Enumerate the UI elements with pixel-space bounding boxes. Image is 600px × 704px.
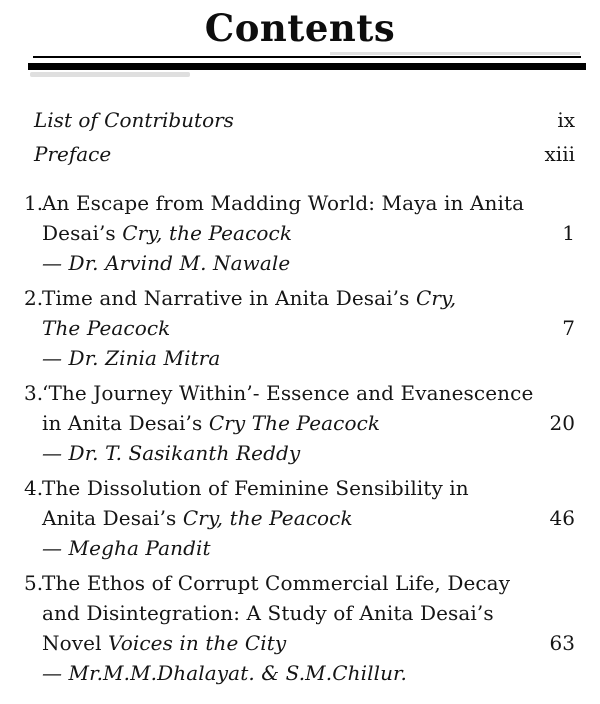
front-matter-label: Preface (34, 142, 112, 166)
title-segment: Anita Desai’s (42, 506, 183, 530)
entry-author: — Dr. T. Sasikanth Reddy (42, 441, 301, 465)
entry-title-text (42, 473, 567, 503)
entry-title-line (42, 503, 575, 533)
toc-entries (24, 188, 575, 688)
front-matter-row (24, 103, 575, 137)
entry-page-number (567, 378, 575, 408)
entry-body (42, 568, 575, 688)
entry-author: — Dr. Arvind M. Nawale (42, 251, 291, 275)
title-segment: An Escape from Madding World: Maya in Anita (42, 191, 525, 215)
entry-title-text (42, 313, 554, 343)
entry-author: — Dr. Zinia Mitra (42, 346, 221, 370)
header-rule-thin (33, 56, 581, 58)
toc-entry (24, 283, 575, 373)
entry-title-line (42, 408, 575, 438)
title-segment: Cry The Peacock (208, 411, 381, 435)
entry-title-line (42, 473, 575, 503)
entry-author-line (42, 658, 575, 688)
entry-body (42, 473, 575, 563)
title-segment: Cry, (415, 286, 457, 310)
entry-number: 5. (24, 571, 44, 595)
toc-entry (24, 378, 575, 468)
entry-body (42, 188, 575, 278)
entry-page-number: 1 (562, 221, 575, 245)
title-segment: The Peacock (42, 316, 171, 340)
front-matter-row (24, 137, 575, 171)
entry-page-number (567, 283, 575, 313)
front-matter-page-number: ix (557, 108, 575, 132)
entry-title-line (42, 313, 575, 343)
scan-artifact (330, 52, 580, 55)
table-of-contents (0, 103, 600, 688)
entry-title-text (42, 378, 567, 408)
entry-title-line (42, 568, 575, 598)
entry-title-line (42, 378, 575, 408)
title-segment: Desai’s (42, 221, 123, 245)
entry-title-text (42, 188, 567, 218)
entry-author-line (42, 438, 575, 468)
entry-author-line (42, 343, 575, 373)
entry-page-number: 20 (549, 411, 575, 435)
title-segment: Voices in the City (108, 631, 287, 655)
front-matter-page-number: xiii (544, 142, 575, 166)
front-matter (24, 103, 575, 171)
front-matter-label: List of Contributors (34, 108, 234, 132)
entry-title-text (42, 408, 542, 438)
entry-title-text (42, 218, 554, 248)
entry-page-number (567, 188, 575, 218)
header-rule-thick (28, 63, 586, 70)
entry-body (42, 283, 575, 373)
entry-body (42, 378, 575, 468)
entry-title-text (42, 503, 542, 533)
entry-number: 2. (24, 286, 44, 310)
title-segment: and Disintegration: A Study of Anita Desai’s (42, 601, 494, 625)
entry-title-text (42, 628, 542, 658)
entry-number: 4. (24, 476, 44, 500)
title-segment: Cry, the Peacock (182, 506, 353, 530)
entry-page-number: 63 (549, 631, 575, 655)
toc-entry (24, 473, 575, 563)
entry-page-number (567, 568, 575, 598)
toc-entry (24, 188, 575, 278)
entry-author-line (42, 248, 575, 278)
entry-author-line (42, 533, 575, 563)
title-segment: Time and Narrative in Anita Desai’s (42, 286, 416, 310)
entry-title-line (42, 598, 575, 628)
entry-author: — Megha Pandit (42, 536, 211, 560)
entry-page-number (567, 473, 575, 503)
title-segment: The Ethos of Corrupt Commercial Life, Decay (42, 571, 511, 595)
entry-page-number (567, 598, 575, 628)
entry-title-text (42, 283, 567, 313)
title-segment: ‘The Journey Within’- Essence and Evanescence (42, 381, 534, 405)
title-segment: in Anita Desai’s (42, 411, 209, 435)
entry-author: — Mr.M.M.Dhalayat. & S.M.Chillur. (42, 661, 407, 685)
page-title: Contents (204, 6, 396, 50)
title-segment: The Dissolution of Feminine Sensibility in (42, 476, 469, 500)
entry-number: 3. (24, 381, 44, 405)
title-segment: Novel (42, 631, 109, 655)
entry-title-text (42, 598, 567, 628)
entry-title-text (42, 568, 567, 598)
entry-title-line (42, 188, 575, 218)
entry-title-line (42, 218, 575, 248)
scan-artifact (30, 72, 190, 77)
title-segment: Cry, the Peacock (122, 221, 293, 245)
entry-number: 1. (24, 191, 44, 215)
entry-page-number: 7 (562, 316, 575, 340)
toc-entry (24, 568, 575, 688)
entry-title-line (42, 628, 575, 658)
entry-page-number: 46 (549, 506, 575, 530)
entry-title-line (42, 283, 575, 313)
